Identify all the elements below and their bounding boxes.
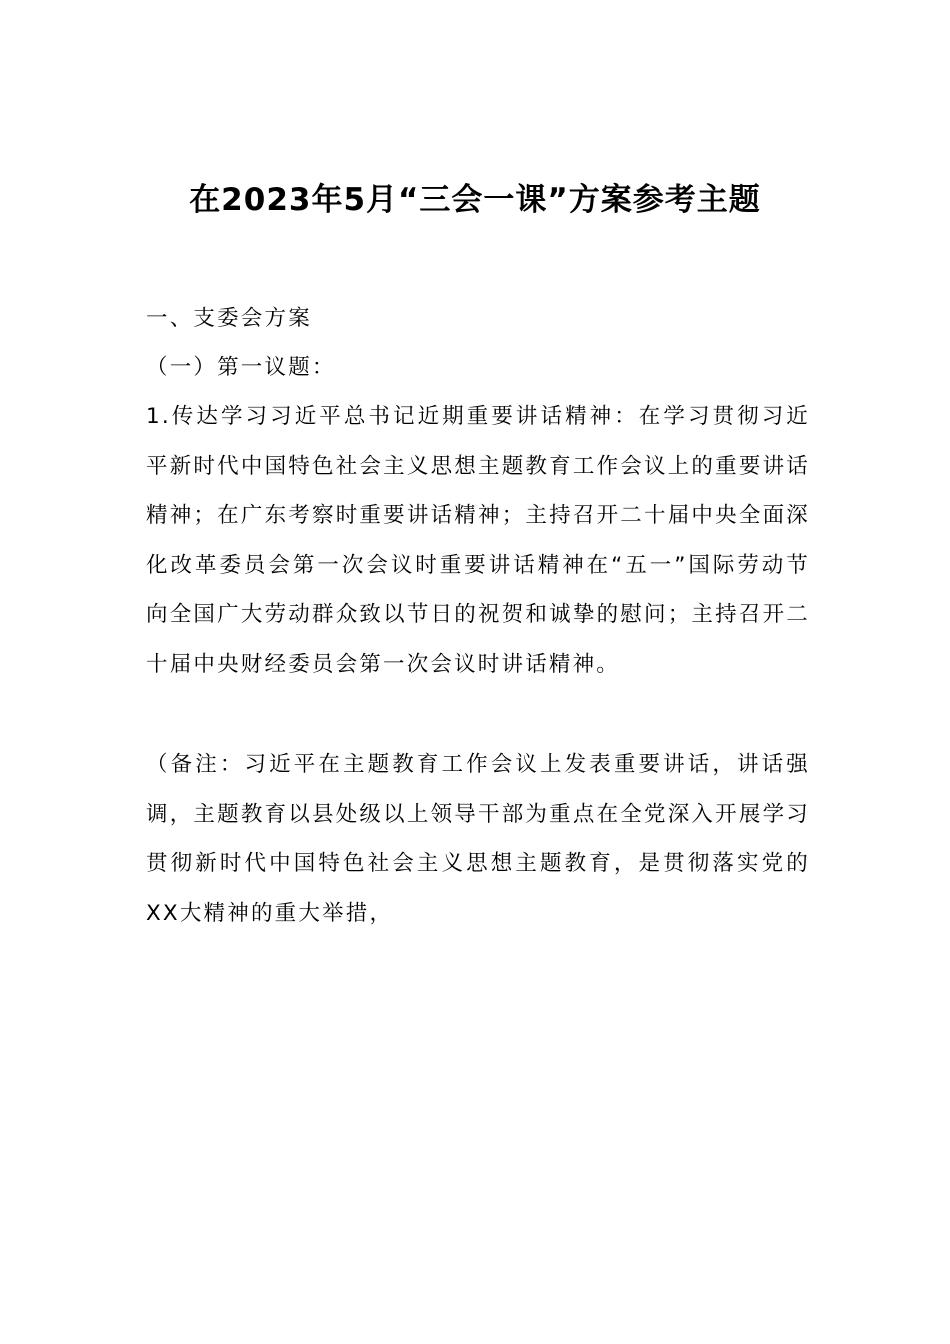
section-heading: 一、支委会方案 — [146, 306, 312, 331]
paragraph-note: （备注：习近平在主题教育工作会议上发表重要讲话，讲话强调，主题教育以县处级以上领导干部为重点在全党深入开展学习贯彻新时代中国特色社会主义思想主题教育，是贯彻落实党的XX大精神的重大举措， — [146, 752, 810, 926]
paragraph-speech-spirit: 1.传达学习习近平总书记近期重要讲话精神：在学习贯彻习近平新时代中国特色社会主义思想主题教育工作会议上的重要讲话精神；在广东考察时重要讲话精神；主持召开二十届中央全面深化改革委员会第一次会议时重要讲话精神在“五一”国际劳动节向全国广大劳动群众致以节日的祝贺和诚挚的慰问；主持召开二十届中央财经委员会第一次会议时讲话精神。 — [146, 404, 810, 677]
document-title: 在2023年5月“三会一课”方案参考主题 — [189, 181, 761, 218]
subsection-heading: （一）第一议题： — [146, 355, 336, 380]
